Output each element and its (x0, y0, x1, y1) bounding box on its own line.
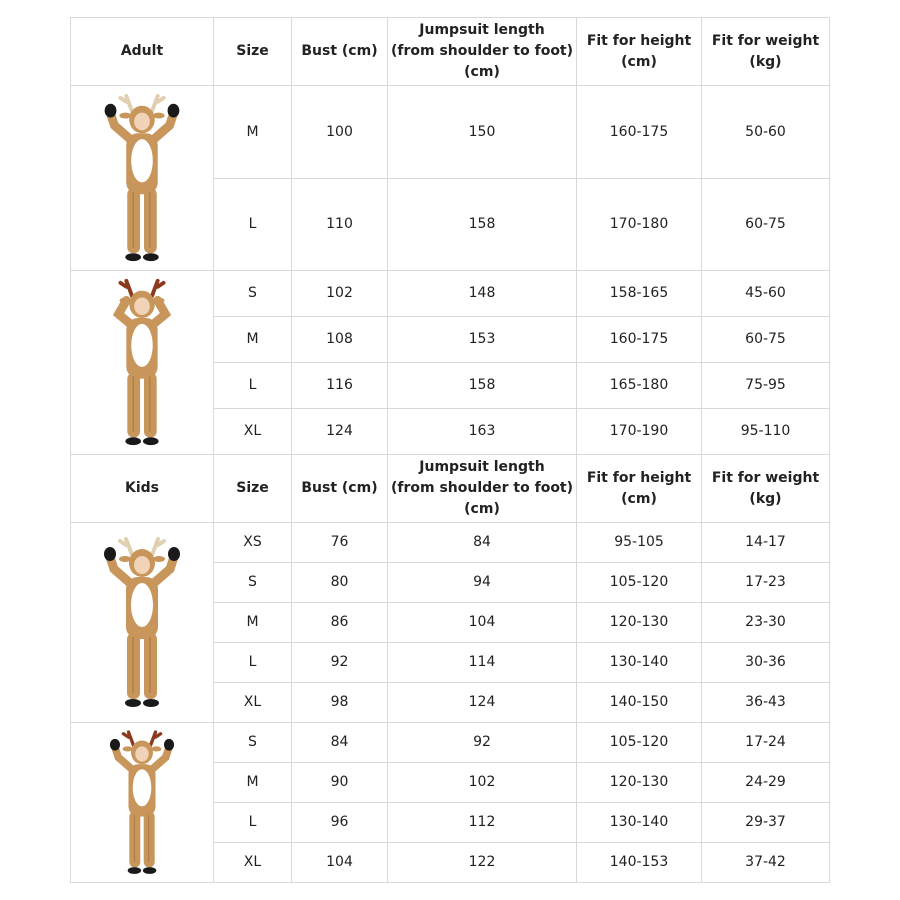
cell-size: S (214, 271, 292, 317)
cell-length: 92 (388, 723, 577, 763)
cell-length: 158 (388, 179, 577, 271)
cell-height: 170-190 (577, 409, 702, 455)
reindeer-adult-red-antler-costume-icon (92, 275, 192, 451)
cell-height: 95-105 (577, 523, 702, 563)
table-row (71, 723, 830, 763)
cell-weight: 29-37 (702, 803, 830, 843)
table-row (71, 271, 830, 317)
table-row (71, 86, 830, 179)
col-header-height-line: (cm) (621, 53, 657, 70)
cell-height: 130-140 (577, 803, 702, 843)
col-header-weight-line: (kg) (749, 53, 782, 70)
cell-weight: 36-43 (702, 683, 830, 723)
cell-size: L (214, 803, 292, 843)
cell-weight: 30-36 (702, 643, 830, 683)
cell-height: 165-180 (577, 363, 702, 409)
cell-length: 163 (388, 409, 577, 455)
cell-size: M (214, 763, 292, 803)
cell-length: 102 (388, 763, 577, 803)
cell-length: 153 (388, 317, 577, 363)
col-header-length-line: (cm) (464, 501, 500, 517)
costume-image-cell (71, 723, 214, 883)
col-header-weight (702, 455, 830, 523)
reindeer-adult-antler-costume-icon (92, 90, 192, 267)
cell-bust: 110 (292, 179, 388, 271)
cell-weight: 14-17 (702, 523, 830, 563)
cell-height: 120-130 (577, 603, 702, 643)
col-header-length-line: Jumpsuit length (419, 459, 545, 475)
cell-weight: 24-29 (702, 763, 830, 803)
col-header-length (388, 455, 577, 523)
cell-size: XS (214, 523, 292, 563)
section-header-row (71, 455, 830, 523)
cell-size: M (214, 603, 292, 643)
cell-length: 148 (388, 271, 577, 317)
cell-length: 114 (388, 643, 577, 683)
col-header-length-line: (cm) (464, 64, 500, 80)
col-header-weight-line: Fit for weight (711, 32, 820, 49)
col-header-bust: Bust (cm) (292, 18, 388, 86)
cell-bust: 84 (292, 723, 388, 763)
cell-bust: 96 (292, 803, 388, 843)
cell-weight: 60-75 (702, 317, 830, 363)
cell-length: 112 (388, 803, 577, 843)
col-header-height-line: Fit for height (586, 32, 692, 49)
cell-height: 140-153 (577, 843, 702, 883)
cell-length: 150 (388, 86, 577, 179)
col-header-size: Size (214, 18, 292, 86)
cell-weight: 95-110 (702, 409, 830, 455)
cell-size: S (214, 723, 292, 763)
cell-bust: 80 (292, 563, 388, 603)
cell-bust: 92 (292, 643, 388, 683)
cell-size: L (214, 643, 292, 683)
cell-height: 170-180 (577, 179, 702, 271)
cell-bust: 104 (292, 843, 388, 883)
cell-size: M (214, 86, 292, 179)
reindeer-kid-antler-costume-icon (92, 527, 192, 719)
col-header-length-line: Jumpsuit length (419, 22, 545, 38)
col-header-height (577, 455, 702, 523)
cell-bust: 100 (292, 86, 388, 179)
cell-height: 105-120 (577, 563, 702, 603)
cell-size: S (214, 563, 292, 603)
costume-image-cell (71, 271, 214, 455)
col-header-length-line: (from shoulder to foot) (390, 43, 574, 59)
cell-weight: 37-42 (702, 843, 830, 883)
col-header-weight-line: Fit for weight (711, 469, 820, 486)
cell-size: XL (214, 683, 292, 723)
costume-image-cell (71, 523, 214, 723)
cell-height: 105-120 (577, 723, 702, 763)
cell-height: 160-175 (577, 317, 702, 363)
cell-weight: 17-24 (702, 723, 830, 763)
cell-bust: 98 (292, 683, 388, 723)
cell-height: 120-130 (577, 763, 702, 803)
cell-length: 158 (388, 363, 577, 409)
cell-length: 94 (388, 563, 577, 603)
reindeer-kid-red-antler-costume-icon (92, 727, 192, 879)
cell-size: L (214, 363, 292, 409)
cell-length: 122 (388, 843, 577, 883)
cell-bust: 124 (292, 409, 388, 455)
section-label: Adult (71, 18, 214, 86)
cell-size: M (214, 317, 292, 363)
section-label: Kids (71, 455, 214, 523)
cell-length: 104 (388, 603, 577, 643)
col-header-bust: Bust (cm) (292, 455, 388, 523)
cell-height: 130-140 (577, 643, 702, 683)
cell-weight: 75-95 (702, 363, 830, 409)
col-header-weight-line: (kg) (749, 490, 782, 507)
cell-size: XL (214, 409, 292, 455)
col-header-length (388, 18, 577, 86)
cell-bust: 90 (292, 763, 388, 803)
col-header-weight (702, 18, 830, 86)
cell-length: 124 (388, 683, 577, 723)
costume-image-cell (71, 86, 214, 271)
col-header-height (577, 18, 702, 86)
cell-length: 84 (388, 523, 577, 563)
cell-bust: 86 (292, 603, 388, 643)
col-header-size: Size (214, 455, 292, 523)
cell-size: XL (214, 843, 292, 883)
cell-bust: 116 (292, 363, 388, 409)
cell-height: 158-165 (577, 271, 702, 317)
cell-bust: 76 (292, 523, 388, 563)
col-header-length-line: (from shoulder to foot) (390, 480, 574, 496)
cell-weight: 45-60 (702, 271, 830, 317)
cell-weight: 23-30 (702, 603, 830, 643)
cell-bust: 108 (292, 317, 388, 363)
cell-weight: 17-23 (702, 563, 830, 603)
table-row (71, 523, 830, 563)
section-header-row (71, 18, 830, 86)
cell-weight: 60-75 (702, 179, 830, 271)
cell-bust: 102 (292, 271, 388, 317)
cell-weight: 50-60 (702, 86, 830, 179)
cell-size: L (214, 179, 292, 271)
col-header-height-line: Fit for height (586, 469, 692, 486)
col-header-height-line: (cm) (621, 490, 657, 507)
cell-height: 160-175 (577, 86, 702, 179)
size-chart-table (70, 17, 830, 883)
cell-height: 140-150 (577, 683, 702, 723)
